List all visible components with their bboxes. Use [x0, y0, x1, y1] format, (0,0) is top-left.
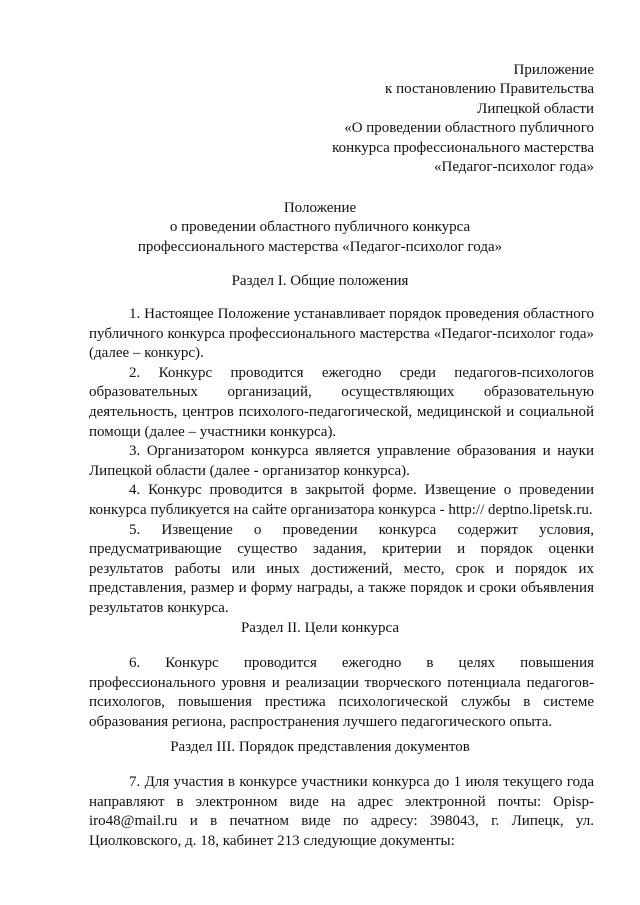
- appendix-line: Липецкой области: [477, 100, 594, 117]
- paragraph-1: 1. Настоящее Положение устанавливает порядок проведения областного публичного конкурса профессионального мастерства «Педагог-психолог года» (далее – конкурс).: [89, 306, 594, 362]
- paragraph-3: 3. Организатором конкурса является управление образования и науки Липецкой области (далее - организатор конкурса).: [89, 443, 594, 479]
- appendix-line: конкурса профессионального мастерства: [332, 139, 594, 156]
- section-2-body: [89, 654, 594, 732]
- heading-line: профессионального мастерства «Педагог-психолог года»: [137, 238, 503, 255]
- section-title-3: Раздел III. Порядок представления документов: [170, 739, 470, 755]
- heading-line: о проведении областного публичного конкурса: [169, 219, 471, 236]
- paragraph-7: 7. Для участия в конкурсе участники конкурса до 1 июля текущего года направляют в электронном виде на адрес электронной почты: Opisp-iro48@mail.ru и в печатном виде по адресу: 398043, г. Липецк, ул. Циолковского, д. 18, кабинет 213 следующие документы:: [89, 774, 594, 849]
- paragraph-6: 6. Конкурс проводится ежегодно в целях повышения профессионального уровня и реализации творческого потенциала педагогов-психологов, повышения престижа психологической службы в системе образования региона, распространения лучшего педагогического опыта.: [89, 655, 594, 730]
- paragraph-2: 2. Конкурс проводится ежегодно среди педагогов-психологов образовательных организаций, осуществляющих образовательную деятельность, центров психолого-педагогической, медицинской и социальной помощи (далее – участники конкурса).: [89, 364, 594, 440]
- document-heading: [0, 199, 640, 257]
- section-3-body: [89, 773, 594, 851]
- appendix-line: Приложение: [513, 62, 594, 78]
- appendix-block: [332, 61, 594, 177]
- heading-line: Положение: [283, 200, 357, 216]
- section-title-2: Раздел II. Цели конкурса: [240, 620, 400, 636]
- paragraph-5: 5. Извещение о проведении конкурса содержит условия, предусматривающие существо задания, критерии и порядок оценки результатов работы или иных достижений, место, срок и порядок их представления, размер и форму награды, а также порядок и сроки объявления результатов конкурса.: [89, 521, 594, 616]
- appendix-line: «Педагог-психолог года»: [434, 159, 594, 176]
- appendix-line: «О проведении областного публичного: [344, 120, 594, 137]
- section-1-body: [89, 305, 594, 619]
- paragraph-4: 4. Конкурс проводится в закрытой форме. Извещение о проведении конкурса публикуется на сайте организатора конкурса - http:// deptno.lipetsk.ru.: [89, 482, 594, 518]
- appendix-line: к постановлению Правительства: [385, 81, 594, 98]
- section-title-1: Раздел I. Общие положения: [231, 273, 409, 289]
